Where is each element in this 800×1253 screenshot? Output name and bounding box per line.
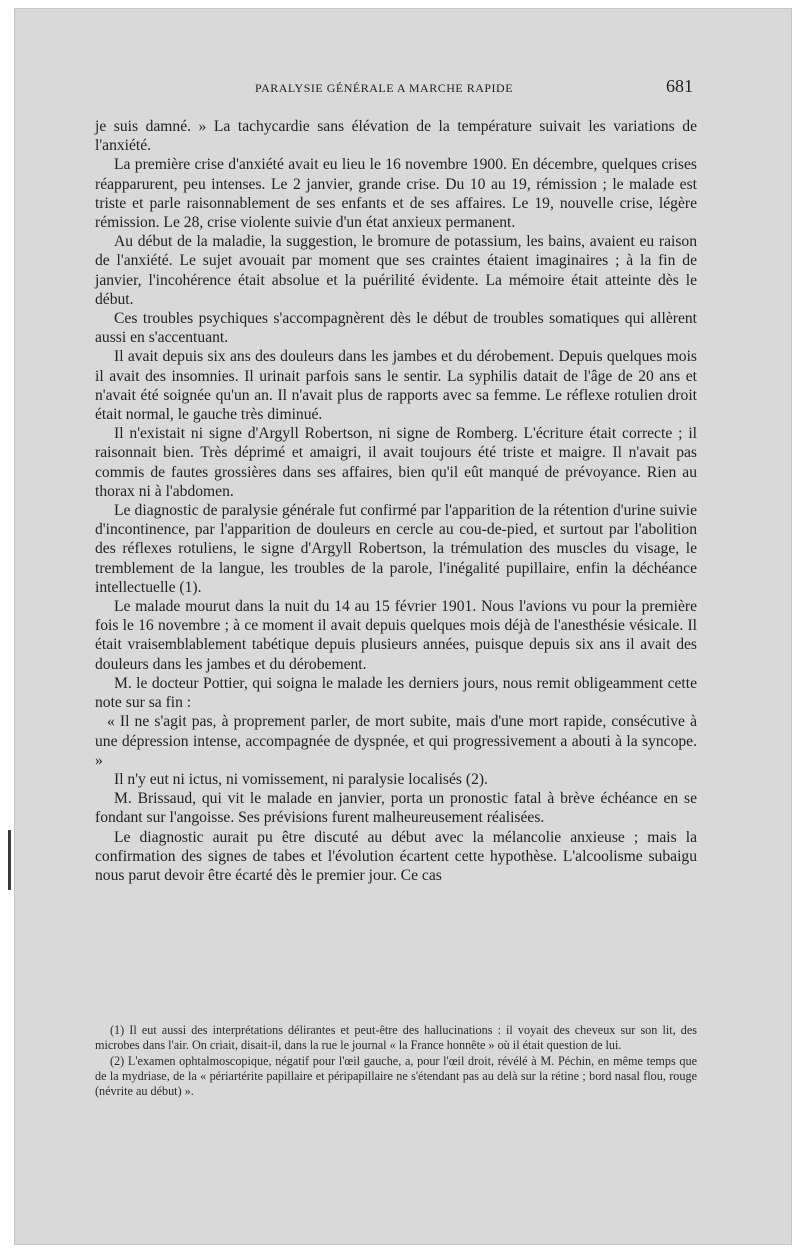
- footnotes: [95, 1023, 697, 1099]
- paragraph: Le diagnostic de paralysie générale fut confirmé par l'apparition de la rétention d'urine suivie d'incontinence, par l'apparition de douleurs en cercle au cou-de-pied, et surtout par l'abolition des réflexes rotuliens, le signe d'Argyll Robertson, la trémulation des muscles du visage, le tremblement de la langue, les troubles de la parole, l'inégalité pupillaire, enfin la déchéance intellectuelle (1).: [95, 502, 697, 596]
- footnote: (1) Il eut aussi des interprétations délirantes et peut-être des hallucinations : il voyait des cheveux sur son lit, des microbes dans l'air. On criait, disait-il, dans la rue le journal « la France honnête » où il était question de lui.: [95, 1023, 697, 1053]
- quotation: « Il ne s'agit pas, à proprement parler, de mort subite, mais d'une mort rapide, consécutive à une dépression intense, accompagnée de dyspnée, et qui progressivement a abouti à la syncope. »: [95, 713, 697, 769]
- paragraph: Au début de la maladie, la suggestion, le bromure de potassium, les bains, avaient eu raison de l'anxiété. Le sujet avouait par moment que ses craintes étaient imaginaires ; à la fin de janvier, l'incohérence était absolue et la puérilité évidente. La mémoire était atteinte dès le début.: [95, 233, 697, 308]
- page-header: [255, 78, 705, 98]
- paragraph: La première crise d'anxiété avait eu lieu le 16 novembre 1900. En décembre, quelques crises réapparurent, peu intenses. Le 2 janvier, grande crise. Du 10 au 19, rémission ; le malade est triste et parle raisonnablement de ses enfants et de ses affaires. Le 19, nouvelle crise, légère rémission. Le 28, crise violente suivie d'un état anxieux permanent.: [95, 156, 697, 232]
- paragraph: je suis damné. » La tachycardie sans élévation de la température suivait les variations de l'anxiété.: [95, 118, 697, 155]
- page-number: 681: [666, 76, 693, 96]
- paragraph: Ces troubles psychiques s'accompagnèrent dès le début de troubles somatiques qui allèrent aussi en s'accentuant.: [95, 310, 697, 347]
- paragraph: M. Brissaud, qui vit le malade en janvier, porta un pronostic fatal à brève échéance en se fondant sur l'angoisse. Ses prévisions furent malheureusement réalisées.: [95, 790, 697, 827]
- paragraph: Le malade mourut dans la nuit du 14 au 15 février 1901. Nous l'avions vu pour la première fois le 16 novembre ; à ce moment il avait depuis quelques mois déjà de l'anesthésie vésicale. Il était vraisemblablement tabétique depuis plusieurs années, puisque depuis six ans il avait des douleurs dans les jambes et du dérobement.: [95, 598, 697, 673]
- paragraph: Il n'y eut ni ictus, ni vomissement, ni paralysie localisés (2).: [114, 770, 488, 788]
- running-title: PARALYSIE GÉNÉRALE A MARCHE RAPIDE: [255, 81, 514, 95]
- paragraph: Il n'existait ni signe d'Argyll Robertson, ni signe de Romberg. L'écriture était correcte ; il raisonnait bien. Très déprimé et amaigri, il avait toujours été triste et maigre. Il n'avait pas commis de fautes grossières dans ses affaires, bien qu'il eût manqué de prévoyance. Rien au thorax ni à l'abdomen.: [95, 425, 697, 500]
- body-text: [95, 117, 697, 885]
- paragraph: Le diagnostic aurait pu être discuté au début avec la mélancolie anxieuse ; mais la confirmation des signes de tabes et l'évolution écartent cette hypothèse. L'alcoolisme subaigu nous parut devoir être écarté dès le premier jour. Ce cas: [95, 828, 697, 884]
- binding-margin-mark: [8, 830, 11, 890]
- paragraph: Il avait depuis six ans des douleurs dans les jambes et du dérobement. Depuis quelques mois il avait des insomnies. Il urinait parfois sans le sentir. La syphilis datait de l'âge de 20 ans et n'avait été soignée qu'un an. Il n'avait plus de rapports avec sa femme. Le réflexe rotulien droit était normal, le gauche très diminué.: [95, 348, 697, 424]
- footnote: (2) L'examen ophtalmoscopique, négatif pour l'œil gauche, a, pour l'œil droit, révélé à M. Péchin, en même temps que de la mydriase, de la « périartérite papillaire et péripapillaire ne s'étendant pas au delà sur la rétine ; bord nasal flou, rouge (névrite au début) ».: [95, 1053, 697, 1099]
- paragraph: M. le docteur Pottier, qui soigna le malade les derniers jours, nous remit obligeamment cette note sur sa fin :: [95, 674, 697, 712]
